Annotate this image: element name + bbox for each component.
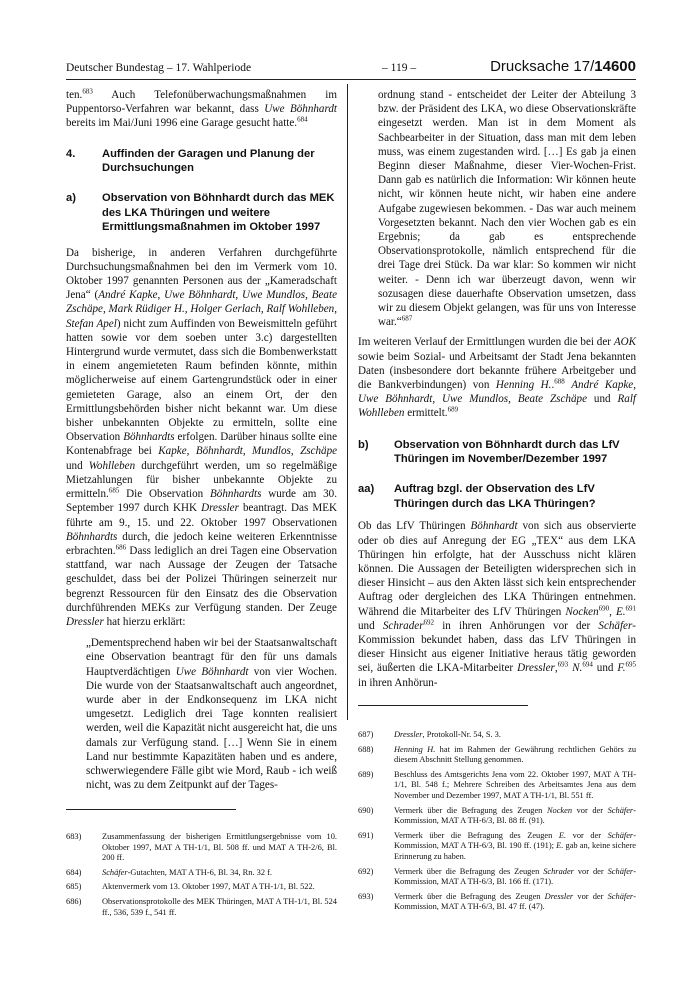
footnote-685: 685) Aktenvermerk vom 13. Oktober 1997, MAT A TH-1/1, Bl. 522. — [66, 882, 315, 892]
body-paragraph-1: Da bisherige, in anderen Verfahren durchgeführte Durchsuchungsmaßnahmen bei den im Vermerk vom 10. Oktober 1997 genannten Personen aus der „Kameradschaft Jena“ (André Kapke, Uwe Böhnhardt, Uwe Mundlos, Beate Zschäpe, Mark Rüdiger H., Holger Gerlach, Ralf Wohlleben, Stefan Apel) nicht zum Auffinden von Beweismitteln geführt hatten sowie vor dem soeben unter 3.c) dargestellten Hintergrund wurde vermutet, dass sich die Bombenwerkstatt in einem angemieteten Raum befinden könnte, mithin möglicherweise auf einem Gartengrundstück oder in einer gemieteten Garage, also an einem Ort, der den Ermittlungsbehörden bisher nicht bekannt war. Um diese bisher unbekannten Objekte zu ermitteln, sollte eine Observation Böhnhardts erfolgen. Darüber hinaus sollte eine Kontenabfrage bei Kapke, Böhnhardt, Mundlos, Zschäpe und Wohlleben durchgeführt werden, um so regelmäßige Mietzahlungen für bisher unbekannte Objekte zu ermitteln.$^{685}$ Die Observation Böhnhardts wurde am 30. September 1997 durch KHK Dressler beantragt. Das MEK führte am 9., 15. und 22. Oktober 1997 Observationen Böhnhardts durch, die jedoch keine weiteren Erkenntnisse erbrachten.$^{686}$ Dass lediglich an drei Tagen eine Observation stattfand, war nach Aussage der Zeugen der Tatsache geschuldet, dass bei der Polizei Thüringen seinerzeit nur begrenzt Ressourcen für den Einsatz des die Observation durchführenden MEKs zur Verfügung standen. Der Zeuge Dressler hat hierzu erklärt: — [66, 246, 338, 628]
right-column — [358, 88, 636, 690]
quote-dressler: „Dementsprechend haben wir bei der Staatsanwaltschaft eine Observation beantragt für den für uns damals Hauptverdächtigen Uwe Böhnhardt von vier Wochen. Die wurde von der Staatsanwaltschaft auch angeordnet, wurde aber in der Endkonsequenz im LKA nicht umgesetzt. Lediglich drei Tage konnten realisiert werden, weil die Kapazität nicht ausgereicht hat, die uns damals zur Verfügung stand. […] Wenn Sie in einem Land nur bestimmte Kapazitäten haben und es andere, schwerwiegendere Fälle gibt wie Mord, Raub - ich weiß nicht, was zu dem Zeitpunkt auf der Tages- — [86, 637, 337, 792]
footnote-684: 684) Schäfer-Gutachten, MAT A TH-6, Bl. 34, Rn. 32 f. — [66, 867, 272, 877]
footnote-688: 688) Henning H. hat im Rahmen der Gewährung rechtlichen Gehörs zu diesem Abschnitt Stellung genommen. — [358, 744, 637, 765]
footnote-691: 691) Vermerk über die Befragung des Zeugen E. vor der Schäfer-Kommission, MAT A TH-6/3, Bl. 190 ff. (191); E. gab an, keine sichere Erinnerung zu haben. — [358, 830, 636, 861]
footnote-687: 687) Dressler, Protokoll-Nr. 54, S. 3. — [358, 730, 501, 739]
page-number: – 119 – — [382, 62, 417, 74]
footnote-683: 683) Zusammenfassung der bisherigen Ermittlungsergebnisse vom 10. Oktober 1997, MAT A TH-1/1, Bl. 508 ff. und MAT A TH-2/6, Bl. 200 ff. — [66, 832, 337, 863]
header-publisher: Deutscher Bundestag – 17. Wahlperiode — [66, 62, 252, 74]
intro-paragraph: ten.$^{683}$ Auch Telefonüberwachungsmaßnahmen im Puppentorso-Verfahren war bekannt, dass Uwe Böhnhardt bereits im Mai/Juni 1996 eine Garage gesucht hatte.$^{684}$ — [66, 87, 338, 130]
heading-section-a: a) Observation von Böhnhardt durch das MEK des LKA Thüringen und weitere Ermittlungsmaßnahmen im Oktober 1997 — [66, 192, 335, 234]
column-divider — [347, 84, 348, 720]
heading-section-aa: aa) Auftrag bzgl. der Observation des LfV Thüringen durch das LKA Thüringen? — [358, 483, 596, 510]
document-number: Drucksache 17/14600 — [490, 58, 636, 75]
quote-dressler-continued: ordnung stand - entscheidet der Leiter der Abteilung 3 bzw. der Präsident des LKA, wo diese Observationskräfte eingesetzt werden. Man ist in dem Moment als Sachbearbeiter in der Situation, dass man mit dem leben muss, was einem zugestanden wird. […] Es gab ja einen Beginn dieser Maßnahme, dieser Vier-Wochen-Frist. Dann gab es natürlich die Information: Wir können heute nicht, wir können heute nicht, wir haben eine andere Aufgabe zugewiesen bekommen. - Das war auch meinem Vorgesetzten bekannt. Nach den vier Wochen gab es ein Ergebnis; da gab es entsprechende Observationsprotokolle, nämlich entsprechend für die drei Tage drei Stück. Da war klar: So kommen wir nicht weiter. - Denn ich war überzeugt davon, wenn wir sozusagen diese dauerhafte Observation umsetzen, dass wir zu diesem Objekt gelangen, was für uns von Interesse war.“$^{687}$ — [378, 89, 636, 329]
footnote-rule-left — [66, 809, 236, 810]
footnote-692: 692) Vermerk über die Befragung des Zeugen Schrader vor der Schäfer-Kommission, MAT A TH-6/3, Bl. 166 ff. (171). — [358, 866, 636, 887]
body-paragraph-2: Im weiteren Verlauf der Ermittlungen wurden die bei der AOK sowie beim Sozial- und Arbeitsamt der Stadt Jena bekannten Daten (insbesondere dort bekannte frühere Arbeitgeber und die Bankverbindungen) von Henning H..$^{688}$ André Kapke, Uwe Böhnhardt, Uwe Mundlos, Beate Zschäpe und Ralf Wohlleben ermittelt.$^{689}$ — [358, 336, 637, 420]
footnotes-right — [358, 730, 636, 917]
header-rule — [66, 79, 636, 80]
footnote-693: 693) Vermerk über die Befragung des Zeugen Dressler vor der Schäfer-Kommission, MAT A TH-6/3, Bl. 47 ff. (47). — [358, 891, 636, 912]
footnote-rule-right — [358, 705, 528, 706]
footnote-686: 686) Observationsprotokolle des MEK Thüringen, MAT A TH-1/1, Bl. 524 ff., 536, 539 f., 541 ff. — [66, 896, 337, 917]
page-header — [66, 58, 636, 78]
footnote-689: 689) Beschluss des Amtsgerichts Jena vom 22. Oktober 1997, MAT A TH-1/1, Bl. 548 f.; Mehrere Schreiben des Arbeitsamtes Jena aus dem November und Dezember 1997, MAT A TH-1/1, Bl. 551 ff. — [358, 769, 636, 800]
footnotes-left — [66, 832, 337, 922]
heading-section-b: b) Observation von Böhnhardt durch das LfV Thüringen im November/Dezember 1997 — [358, 438, 620, 466]
footnote-690: 690) Vermerk über die Befragung des Zeugen Nocken vor der Schäfer-Kommission, MAT A TH-6/3, Bl. 88 ff. (91). — [358, 805, 636, 826]
body-paragraph-3: Ob das LfV Thüringen Böhnhardt von sich aus observierte oder ob dies auf Anregung der EG „TEX“ aus dem LKA Thüringen hin erfolgte, hat der Ausschuss nicht klären können. Die Aussagen der Beteiligten widersprechen sich in dieser Hinsicht – aus den Akten lässt sich kein entsprechender Auftrag oder dergleichen des LKA Thüringen entnehmen. Während die Mitarbeiter des LfV Thüringen Nocken$^{690}$, E.$^{691}$ und Schrader$^{692}$ in ihren Anhörungen vor der Schäfer-Kommission bekundet haben, dass das LfV Thüringen in dieser Hinsicht aus eigener Initiative heraus tätig geworden sei, äußerten die LKA-Mitarbeiter Dressler,$^{693}$ N.$^{694}$ und F.$^{695}$ in ihren Anhörun- — [358, 520, 637, 689]
left-column — [66, 88, 337, 792]
heading-section-4: 4. Auffinden der Garagen und Planung der Durchsuchungen — [66, 147, 315, 175]
